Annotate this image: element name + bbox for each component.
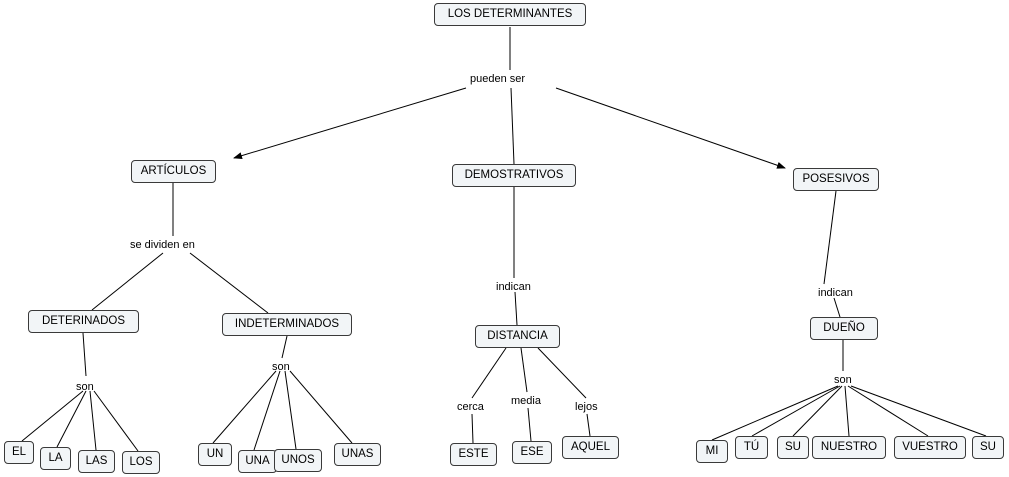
edge-son2-to-unos	[285, 371, 296, 449]
link-label-lejos: lejos	[575, 401, 598, 413]
edge-son-to-las	[90, 391, 96, 450]
node-unos[interactable]: UNOS	[274, 449, 322, 472]
node-deterinados[interactable]: DETERINADOS	[28, 310, 139, 333]
node-su1[interactable]: SU	[777, 436, 809, 459]
node-ese[interactable]: ESE	[512, 441, 552, 464]
edge-indet-to-son	[282, 336, 287, 358]
link-label-son-indeterm: son	[272, 361, 290, 373]
node-el[interactable]: EL	[4, 441, 34, 464]
node-root[interactable]: LOS DETERMINANTES	[434, 3, 586, 26]
node-indeterminados[interactable]: INDETERMINADOS	[222, 313, 352, 336]
edge-indican-to-dist	[515, 292, 517, 325]
node-demostrativos[interactable]: DEMOSTRATIVOS	[452, 164, 576, 187]
edge-son-to-los	[94, 391, 138, 451]
edge-dist-to-lejos	[538, 348, 586, 398]
node-los[interactable]: LOS	[122, 451, 160, 474]
link-label-se-dividen-en: se dividen en	[130, 239, 195, 251]
edge-son3-to-mi	[712, 386, 838, 440]
edge-son2-to-un	[213, 371, 276, 443]
edge-lejos-to-aquel	[587, 414, 590, 436]
edge-pueden-arrow-c	[556, 88, 785, 168]
edge-son2-to-una	[254, 371, 280, 450]
node-una[interactable]: UNA	[238, 450, 277, 473]
edge-son3-to-nuestro	[845, 386, 849, 436]
node-nuestro[interactable]: NUESTRO	[812, 436, 886, 459]
edge-pueden-mid	[511, 88, 514, 164]
edge-media-to-ese	[528, 408, 531, 441]
node-posesivos[interactable]: POSESIVOS	[793, 168, 879, 191]
node-articulos[interactable]: ARTÍCULOS	[131, 160, 216, 183]
edge-son3-to-tu	[752, 386, 840, 436]
edge-son3-to-su2	[851, 386, 986, 436]
node-tu[interactable]: TÚ	[735, 436, 768, 459]
node-vuestro[interactable]: VUESTRO	[894, 436, 966, 459]
edge-div-to-indet	[190, 253, 268, 313]
node-su2[interactable]: SU	[972, 436, 1004, 459]
node-este[interactable]: ESTE	[450, 443, 497, 466]
link-label-cerca: cerca	[457, 401, 484, 413]
node-las[interactable]: LAS	[78, 450, 115, 473]
link-label-media: media	[511, 395, 541, 407]
edge-dist-to-cerca	[472, 348, 506, 398]
node-unas[interactable]: UNAS	[334, 443, 381, 466]
node-distancia[interactable]: DISTANCIA	[475, 325, 560, 348]
edge-det-to-son	[83, 333, 86, 376]
node-aquel[interactable]: AQUEL	[562, 436, 619, 459]
link-label-pueden-ser: pueden ser	[470, 73, 526, 85]
link-label-indican-poses: indican	[818, 287, 853, 299]
edge-pueden-arrow-a	[234, 88, 466, 158]
edge-son3-to-su1	[793, 386, 842, 436]
link-label-son-articulos: son	[76, 381, 94, 393]
edge-son2-to-unas	[290, 371, 352, 443]
edge-poses-to-indican	[824, 191, 836, 284]
edge-son-to-la	[57, 391, 86, 447]
node-dueno[interactable]: DUEÑO	[810, 317, 878, 340]
link-label-indican-demo: indican	[496, 281, 531, 293]
node-un[interactable]: UN	[198, 443, 232, 466]
edge-son-to-el	[22, 391, 83, 441]
node-la[interactable]: LA	[40, 447, 71, 470]
edge-cerca-to-este	[472, 414, 473, 443]
node-mi[interactable]: MI	[696, 440, 728, 463]
edge-dist-to-media	[521, 348, 527, 392]
link-label-son-posesivos: son	[834, 374, 852, 386]
edge-div-to-det	[92, 253, 163, 310]
edge-son3-to-vuestro	[848, 386, 928, 436]
edge-indican-to-dueno	[834, 298, 840, 317]
